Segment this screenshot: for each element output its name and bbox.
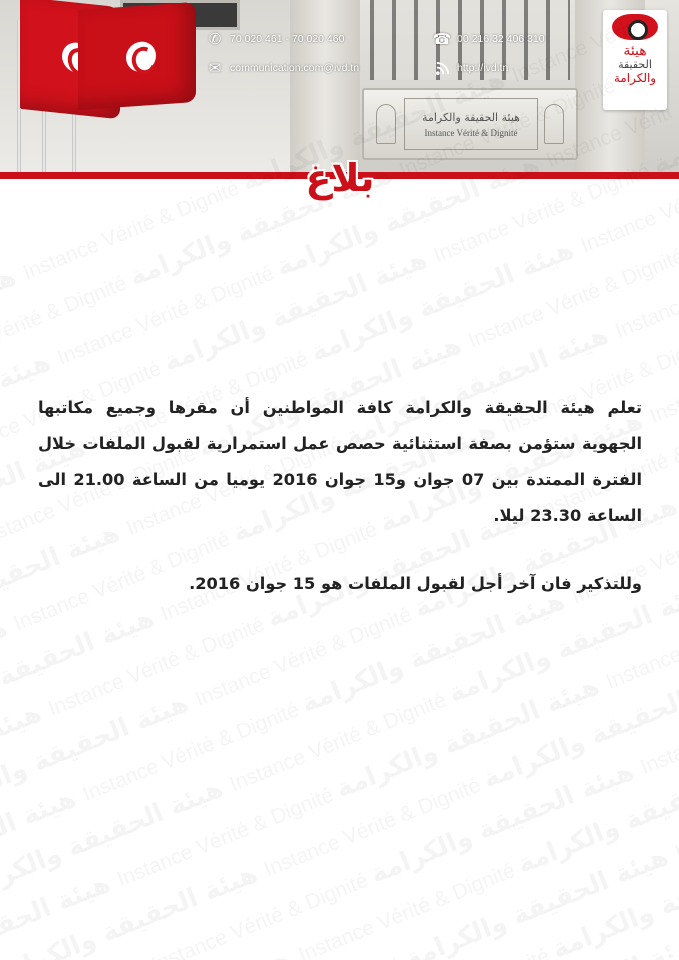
watermark-french <box>20 174 248 284</box>
watermark-french <box>226 686 454 796</box>
fax-icon: ☎ <box>432 31 452 48</box>
watermark-row <box>56 773 679 960</box>
watermark-french <box>148 867 376 960</box>
watermark-arabic <box>435 924 679 960</box>
watermark-row <box>0 602 679 960</box>
logo-line-2: الحقيقة <box>618 58 652 72</box>
contact-website <box>433 59 508 77</box>
body-paragraph-1: تعلم هيئة الحقيقة والكرامة كافة المواطنين أن مقرها وجميع مكاتبها الجهوية ستؤمن بصفة استثنائية حصص عمل استمرارية لقبول الملفات خلال الفترة الممتدة بين 07 جوان و15 جوان 2016 يوميا من الساعة 21.00 الى الساعة 23.30 ليلا. <box>38 398 642 525</box>
watermark-french <box>672 754 679 864</box>
watermark-arabic <box>582 914 679 960</box>
watermark-arabic <box>0 951 158 960</box>
watermark-french <box>114 781 342 891</box>
fax-number: 00 216 32 406 310 <box>457 33 545 45</box>
watermark-row <box>91 858 679 960</box>
watermark-french <box>192 601 420 711</box>
watermark-french <box>0 269 135 379</box>
watermark-french <box>637 669 679 779</box>
watermark-arabic <box>332 668 612 805</box>
title-text: بلاغ <box>305 156 375 200</box>
building-sign <box>362 88 578 160</box>
watermark-row <box>0 645 679 960</box>
watermark-arabic <box>0 865 123 960</box>
watermark-arabic <box>0 685 201 822</box>
envelope-icon: ✉ <box>208 60 222 77</box>
wifi-icon <box>433 59 451 77</box>
phone-number: 70 020 461 - 70 020 460 <box>230 33 345 45</box>
logo-line-1: هيئة <box>623 43 647 59</box>
watermark-arabic <box>401 838 679 960</box>
watermark-french <box>45 611 273 721</box>
watermark-arabic <box>513 743 679 880</box>
header-banner <box>0 0 679 175</box>
contact-email <box>206 59 359 77</box>
watermark-french <box>183 952 411 960</box>
watermark-arabic <box>0 609 20 746</box>
watermark-arabic <box>548 829 679 960</box>
watermark-french <box>646 318 679 428</box>
watermark-arabic <box>0 780 89 917</box>
sign-french-text: Instance Vérité & Dignité <box>424 127 518 138</box>
sign-arabic-text: هيئة الحقيقة والكرامة <box>422 110 520 124</box>
contact-fax <box>433 30 545 48</box>
watermark-row <box>0 900 679 960</box>
sign-plate <box>404 98 538 150</box>
watermark-row <box>0 815 679 960</box>
flag-crescent-icon <box>126 41 156 73</box>
watermark-arabic <box>24 941 304 960</box>
watermark-row <box>0 559 679 960</box>
sign-ornament <box>376 104 396 144</box>
watermark-arabic <box>0 856 270 960</box>
watermark-arabic <box>0 695 54 832</box>
contact-phone <box>206 30 344 48</box>
watermark-french <box>295 857 523 960</box>
website-url: http://ivd.tn <box>457 62 509 74</box>
watermark-arabic <box>0 258 29 395</box>
watermark-arabic <box>297 583 577 720</box>
email-address: communication.com@ivd.tn <box>230 62 360 74</box>
watermark-row <box>0 730 679 960</box>
watermark-french <box>465 242 679 352</box>
watermark-french <box>54 260 282 370</box>
watermark-arabic <box>366 753 646 890</box>
watermark-arabic <box>0 600 167 737</box>
ivd-logo <box>603 10 667 110</box>
watermark-arabic <box>0 770 236 907</box>
watermark-arabic <box>306 232 586 369</box>
watermark-french <box>330 942 558 960</box>
sign-ornament <box>544 104 564 144</box>
watermark-arabic <box>479 658 679 795</box>
watermark-arabic <box>159 241 439 378</box>
eye-logo-icon <box>612 14 658 40</box>
watermark-french <box>261 771 489 881</box>
tunisian-flag <box>78 2 196 110</box>
watermark-french <box>79 696 307 806</box>
body-paragraph-2: وللتذكير فان آخر أجل لقبول الملفات هو 15 جوان 2016. <box>189 574 642 593</box>
watermark-french <box>612 233 679 343</box>
logo-line-3: والكرامة <box>613 71 657 86</box>
building-pillar <box>290 0 360 175</box>
announcement-body <box>38 390 642 602</box>
watermark-row <box>22 687 679 960</box>
announcement-title <box>300 154 380 202</box>
phone-icon: ✆ <box>208 31 222 48</box>
